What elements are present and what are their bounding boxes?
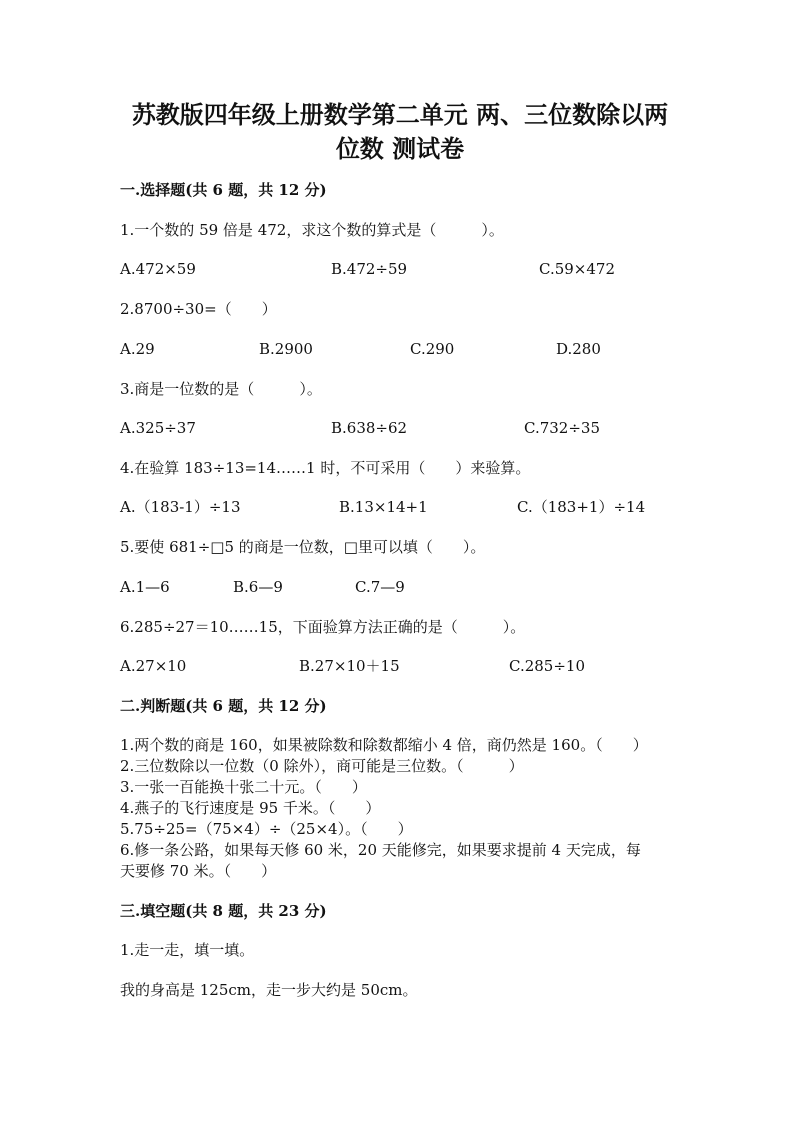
option-6a: A.27×10 [120,657,187,675]
judgement-line-3: 3.一张一百能换十张二十元。（ ） [120,778,367,796]
judgement-line-2: 2.三位数除以一位数（0 除外），商可能是三位数。（ ） [120,757,524,775]
title-line-1: 苏教版四年级上册数学第二单元 两、三位数除以两 [131,100,669,129]
option-4a: A.（183-1）÷13 [120,498,241,516]
judgement-line-4: 4.燕子的飞行速度是 95 千米。（ ） [120,799,381,817]
option-4c: C.（183+1）÷14 [517,498,646,516]
option-1c: C.59×472 [539,260,615,278]
question-stem-4: 4.在验算 183÷13=14……1 时，不可采用（ ）来验算。 [120,459,531,477]
option-3a: A.325÷37 [120,419,196,437]
question-stem-2: 2.8700÷30=（ ） [120,300,277,318]
question-stem-5: 5.要使 681÷□5 的商是一位数，□里可以填（ ）。 [120,538,486,556]
section-heading-judgement: 二.判断题(共 6 题，共 12 分) [120,697,327,715]
question-stem-3: 3.商是一位数的是（ ）。 [120,380,322,398]
fill-question-1-text: 我的身高是 125cm，走一步大约是 50cm。 [120,981,418,999]
section-heading-choice: 一.选择题(共 6 题，共 12 分) [120,181,327,199]
option-2b: B.2900 [259,340,313,358]
judgement-line-5: 5.75÷25=（75×4）÷（25×4）。（ ） [120,820,413,838]
judgement-line-6: 6.修一条公路，如果每天修 60 米，20 天能修完，如果要求提前 4 天完成，每 [120,841,641,859]
option-1a: A.472×59 [120,260,196,278]
option-5a: A.1—6 [120,578,170,596]
fill-question-1: 1.走一走，填一填。 [120,941,255,959]
option-2d: D.280 [556,340,601,358]
option-2a: A.29 [120,340,155,358]
question-stem-6: 6.285÷27＝10……15，下面验算方法正确的是（ ）。 [120,618,526,636]
option-2c: C.290 [410,340,455,358]
option-6b: B.27×10＋15 [299,657,400,675]
option-5b: B.6—9 [233,578,283,596]
option-1b: B.472÷59 [331,260,408,278]
option-4b: B.13×14+1 [339,498,428,516]
title-line-2: 位数 测试卷 [335,134,465,163]
option-5c: C.7—9 [355,578,405,596]
option-3c: C.732÷35 [524,419,600,437]
question-stem-1: 1.一个数的 59 倍是 472，求这个数的算式是（ ）。 [120,221,504,239]
section-heading-fill: 三.填空题(共 8 题，共 23 分) [120,902,327,920]
option-6c: C.285÷10 [509,657,585,675]
option-3b: B.638÷62 [331,419,408,437]
judgement-line-1: 1.两个数的商是 160，如果被除数和除数都缩小 4 倍，商仍然是 160。（ ） [120,736,648,754]
judgement-line-6-cont: 天要修 70 米。（ ） [120,862,277,880]
